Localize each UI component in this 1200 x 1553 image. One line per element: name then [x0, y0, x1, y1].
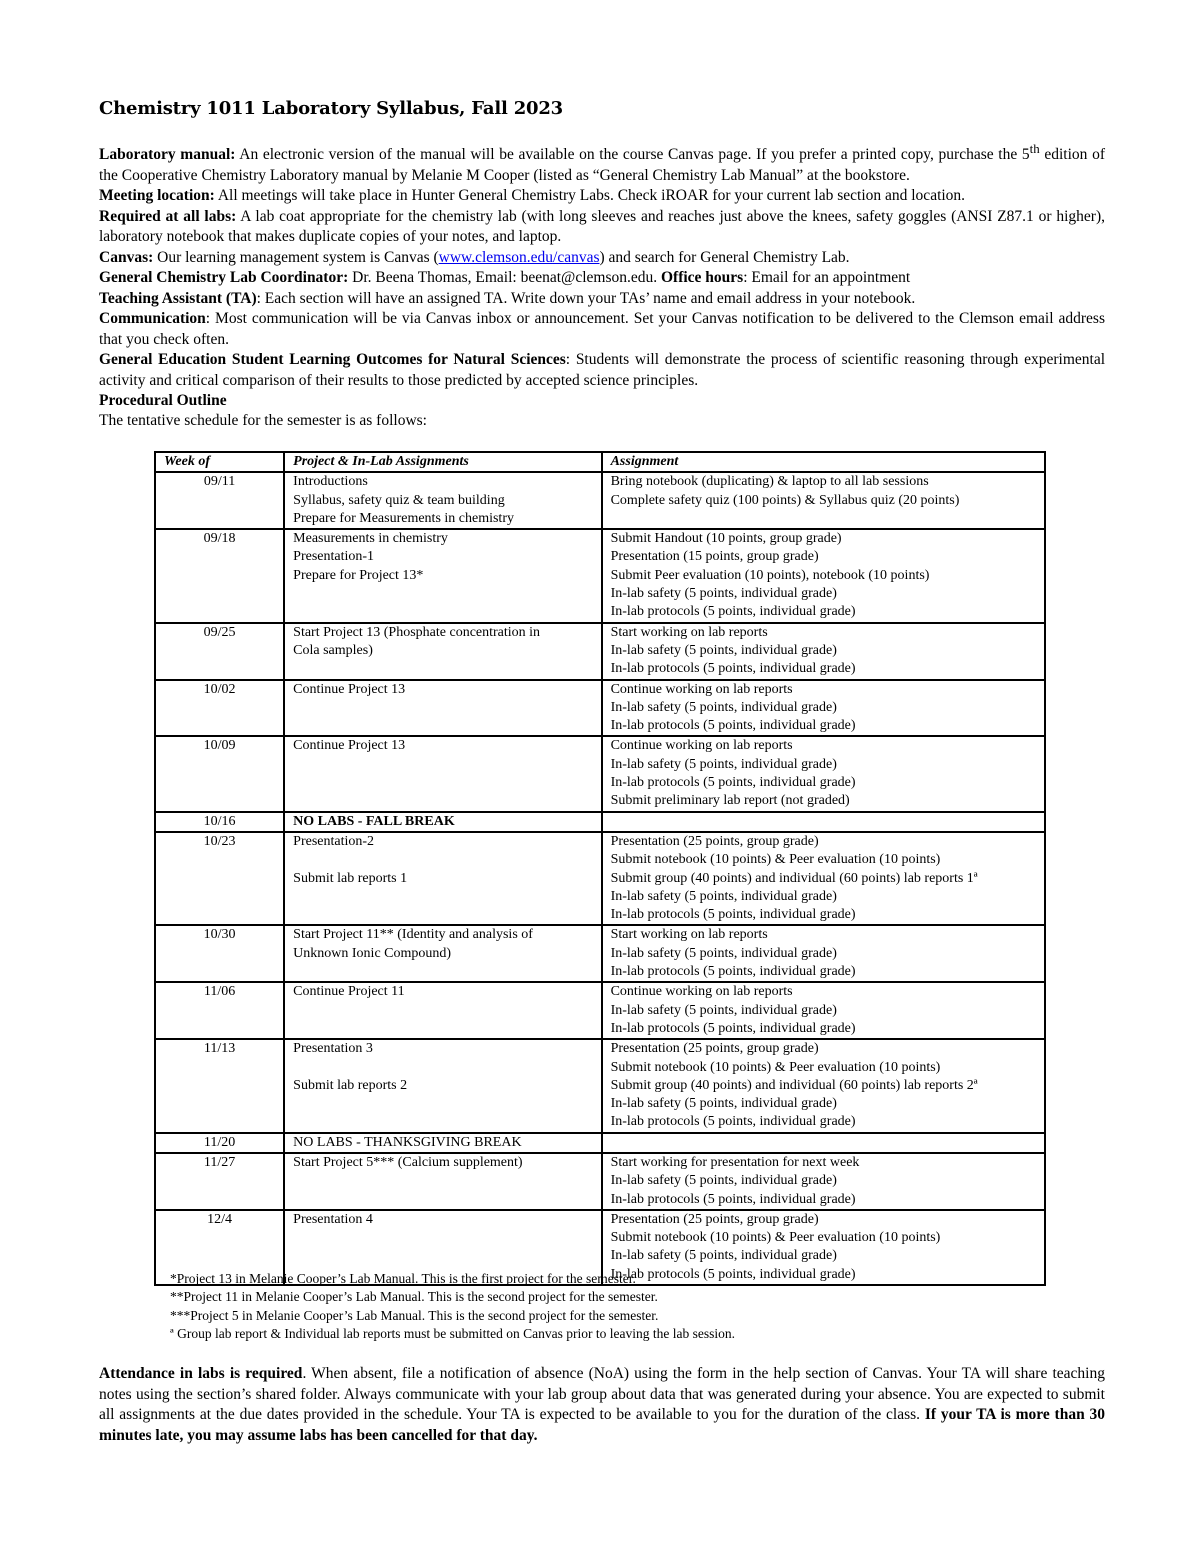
assignment-line: Submit group (40 points) and individual (60 points) lab reports 2ª — [610, 1077, 978, 1093]
project-line: Presentation 4 — [293, 1211, 373, 1227]
ta-label: Teaching Assistant (TA) — [99, 289, 257, 307]
project-line: Prepare for Measurements in chemistry — [293, 510, 514, 526]
canvas-link[interactable]: www.clemson.edu/canvas — [438, 248, 600, 266]
week-cell: 10/16 — [155, 812, 284, 832]
gened-label: General Education Student Learning Outcomes for Natural Sciences — [99, 351, 566, 369]
gened-paragraph — [99, 350, 1105, 391]
project-cell — [284, 812, 601, 832]
project-cell — [284, 623, 601, 680]
assignment-line: In-lab protocols (5 points, individual grade) — [610, 907, 856, 923]
ta-paragraph — [99, 289, 1105, 310]
assignment-line: In-lab safety (5 points, individual grade) — [610, 642, 837, 658]
project-line: Submit lab reports 2 — [293, 1077, 408, 1093]
syllabus-page — [99, 98, 1106, 1444]
week-cell: 11/13 — [155, 1039, 284, 1132]
week-cell: 10/02 — [155, 680, 284, 737]
canvas-text-cont: ) and search for General Chemistry Lab. — [599, 248, 850, 266]
table-row — [155, 982, 1045, 1039]
assignment-line: Start working on lab reports — [610, 927, 768, 943]
assignment-cell — [602, 1133, 1045, 1153]
assignment-cell — [602, 529, 1045, 622]
col-header-assignment: Assignment — [602, 452, 1045, 472]
attendance-emphasis: If your TA is more than 30 minutes late, you may assume labs has been cancelled for that day. — [99, 1406, 1105, 1444]
assignment-line: In-lab protocols (5 points, individual grade) — [610, 718, 856, 734]
office-hours-label: Office hours — [660, 269, 744, 287]
assignment-line: Presentation (25 points, group grade) — [610, 1211, 819, 1227]
week-cell: 11/27 — [155, 1153, 284, 1210]
project-cell — [284, 529, 601, 622]
meeting-paragraph — [99, 186, 1105, 207]
canvas-text: Our learning management system is Canvas ( — [153, 248, 439, 266]
week-cell: 09/25 — [155, 623, 284, 680]
assignment-line: In-lab safety (5 points, individual grade) — [610, 945, 837, 961]
assignment-line: Bring notebook (duplicating) & laptop to all lab sessions — [610, 474, 929, 490]
week-cell: 10/23 — [155, 832, 284, 925]
manual-paragraph — [99, 139, 1105, 186]
table-row — [155, 1039, 1045, 1132]
assignment-cell — [602, 925, 1045, 982]
assignment-line: In-lab protocols (5 points, individual grade) — [610, 661, 856, 677]
communication-text: : Most communication will be via Canvas inbox or announcement. Set your Canvas notification to be delivered to the Clemson email address that you check often. — [99, 310, 1105, 348]
week-cell: 09/18 — [155, 529, 284, 622]
assignment-line: In-lab safety (5 points, individual grade) — [610, 1173, 837, 1189]
table-row — [155, 812, 1045, 832]
project-cell — [284, 925, 601, 982]
week-cell: 11/20 — [155, 1133, 284, 1153]
communication-paragraph — [99, 309, 1105, 350]
assignment-line: Submit preliminary lab report (not graded) — [610, 793, 850, 809]
manual-text-cont: edition of the Cooperative Chemistry Laboratory manual by Melanie M Cooper (listed as “General Chemistry Lab Manual” at the bookstore. — [99, 146, 1106, 184]
assignment-cell — [602, 812, 1045, 832]
assignment-cell — [602, 1039, 1045, 1132]
week-cell: 12/4 — [155, 1210, 284, 1285]
assignment-line: Submit Handout (10 points, group grade) — [610, 531, 842, 547]
required-text: A lab coat appropriate for the chemistry lab (with long sleeves and reaches just above the knees, safety goggles (ANSI Z87.1 or higher), laboratory notebook that makes duplicate copies of your notes, and laptop. — [99, 207, 1105, 246]
manual-text: An electronic version of the manual will be available on the course Canvas page. If you prefer a printed copy, purchase the 5 — [235, 146, 1030, 164]
project-line: NO LABS - THANKSGIVING BREAK — [293, 1134, 522, 1150]
project-line — [293, 851, 600, 869]
assignment-line: Submit group (40 points) and individual (60 points) lab reports 1ª — [610, 870, 978, 886]
assignment-line: Presentation (15 points, group grade) — [610, 549, 819, 565]
project-line: Syllabus, safety quiz & team building — [293, 492, 505, 508]
assignment-line: Submit notebook (10 points) & Peer evaluation (10 points) — [610, 1230, 941, 1246]
office-hours-text: : Email for an appointment — [743, 269, 911, 287]
coordinator-label: General Chemistry Lab Coordinator: — [99, 269, 349, 287]
manual-sup: th — [1029, 141, 1040, 156]
gened-text: : Students will demonstrate the process of scientific reasoning through experimental activity and critical comparison of their results to those predicted by accepted science principles. — [99, 351, 1106, 389]
project-line: NO LABS - FALL BREAK — [293, 813, 455, 829]
project-line: Submit lab reports 1 — [293, 870, 408, 886]
table-row — [155, 832, 1045, 925]
outline-heading: Procedural Outline — [99, 392, 227, 410]
footnote: ***Project 5 in Melanie Cooper’s Lab Manual. This is the second project for the semester. — [170, 1307, 659, 1323]
assignment-line: In-lab protocols (5 points, individual grade) — [610, 1020, 856, 1036]
project-line: Prepare for Project 13* — [293, 567, 424, 583]
assignment-line: Complete safety quiz (100 points) & Syllabus quiz (20 points) — [610, 492, 960, 508]
assignment-line: Submit notebook (10 points) & Peer evaluation (10 points) — [610, 1059, 941, 1075]
table-row — [155, 472, 1045, 529]
table-row — [155, 1133, 1045, 1153]
required-label: Required at all labs: — [99, 207, 237, 225]
project-cell — [284, 1153, 601, 1210]
canvas-paragraph — [99, 248, 1105, 269]
assignment-line: In-lab safety (5 points, individual grade) — [610, 1248, 837, 1264]
project-line: Presentation 3 — [293, 1041, 373, 1057]
week-cell: 09/11 — [155, 472, 284, 529]
project-cell — [284, 680, 601, 737]
footnote: *Project 13 in Melanie Cooper’s Lab Manual. This is the first project for the semester. — [170, 1271, 636, 1286]
communication-label: Communication — [99, 310, 206, 328]
project-cell — [284, 1133, 601, 1153]
project-cell — [284, 1039, 601, 1132]
project-cell — [284, 472, 601, 529]
project-line: Presentation-1 — [293, 549, 375, 565]
project-line: Introductions — [293, 474, 368, 490]
assignment-line: Continue working on lab reports — [610, 984, 793, 1000]
table-row — [155, 736, 1045, 811]
assignment-line: In-lab safety (5 points, individual grade) — [610, 586, 837, 602]
assignment-line: In-lab protocols (5 points, individual grade) — [610, 1266, 856, 1282]
assignment-line: In-lab safety (5 points, individual grade) — [610, 888, 837, 904]
page-title: Chemistry 1011 Laboratory Syllabus, Fall 2023 — [99, 98, 563, 119]
assignment-line: In-lab protocols (5 points, individual grade) — [610, 1114, 856, 1130]
meeting-text: All meetings will take place in Hunter General Chemistry Labs. Check iROAR for your current lab section and location. — [214, 187, 966, 205]
assignment-line: In-lab safety (5 points, individual grade) — [610, 1096, 837, 1112]
assignment-line: Submit Peer evaluation (10 points), notebook (10 points) — [610, 567, 930, 583]
table-row — [155, 1153, 1045, 1210]
project-line: Continue Project 13 — [293, 738, 406, 754]
schedule-table — [154, 451, 1046, 1286]
project-line: Start Project 11** (Identity and analysis of — [293, 927, 533, 943]
assignment-line: In-lab protocols (5 points, individual grade) — [610, 604, 856, 620]
project-cell — [284, 982, 601, 1039]
project-line: Measurements in chemistry — [293, 531, 448, 547]
assignment-line: Presentation (25 points, group grade) — [610, 1041, 819, 1057]
schedule-body — [155, 472, 1045, 1285]
attendance-label: Attendance in labs is required — [99, 1365, 303, 1382]
assignment-cell — [602, 472, 1045, 529]
table-header-row — [155, 452, 1045, 472]
assignment-cell — [602, 1153, 1045, 1210]
assignment-line: Continue working on lab reports — [610, 738, 793, 754]
assignment-cell — [602, 982, 1045, 1039]
assignment-cell — [602, 623, 1045, 680]
week-cell: 10/30 — [155, 925, 284, 982]
meeting-label: Meeting location: — [99, 187, 215, 205]
manual-label: Laboratory manual: — [99, 146, 236, 164]
coordinator-paragraph — [99, 268, 1105, 289]
assignment-line: In-lab safety (5 points, individual grade) — [610, 756, 837, 772]
assignment-cell — [602, 680, 1045, 737]
table-row — [155, 680, 1045, 737]
assignment-line: Submit notebook (10 points) & Peer evaluation (10 points) — [610, 852, 941, 868]
coordinator-text: Dr. Beena Thomas, Email: beenat@clemson.edu. — [348, 269, 661, 287]
project-line: Cola samples) — [293, 642, 373, 658]
assignment-line: Continue working on lab reports — [610, 681, 793, 697]
assignment-line: In-lab protocols (5 points, individual grade) — [610, 1191, 856, 1207]
assignment-line: Start working on lab reports — [610, 624, 768, 640]
assignment-line: In-lab protocols (5 points, individual grade) — [610, 964, 856, 980]
project-line: Start Project 13 (Phosphate concentration in — [293, 624, 541, 640]
attendance-text: . When absent, file a notification of absence (NoA) using the form in the help section of Canvas. Your TA will share teaching notes using the section’s shared folder. Always communicate with your lab group about data that was generated during your absence. You are expected to submit all assignments at the due dates provided in the schedule. Your TA is expected to be available to you for the duration of the class. — [99, 1365, 1105, 1423]
footnotes — [170, 1270, 735, 1343]
project-cell — [284, 736, 601, 811]
project-line: Presentation-2 — [293, 833, 375, 849]
project-cell — [284, 832, 601, 925]
outline-intro: The tentative schedule for the semester is as follows: — [99, 412, 427, 430]
project-line: Continue Project 11 — [293, 984, 405, 1000]
attendance-paragraph — [99, 1364, 1105, 1446]
assignment-line: In-lab protocols (5 points, individual grade) — [610, 775, 856, 791]
assignment-cell — [602, 832, 1045, 925]
project-line: Start Project 5*** (Calcium supplement) — [293, 1154, 523, 1170]
project-line: Unknown Ionic Compound) — [293, 945, 452, 961]
week-cell: 11/06 — [155, 982, 284, 1039]
table-row — [155, 623, 1045, 680]
project-line — [293, 1059, 600, 1077]
table-row — [155, 529, 1045, 622]
ta-text: : Each section will have an assigned TA. Write down your TAs’ name and email address in your notebook. — [256, 289, 916, 307]
assignment-cell — [602, 736, 1045, 811]
required-paragraph — [99, 207, 1105, 248]
assignment-line: Start working for presentation for next week — [610, 1154, 860, 1170]
footnote: ª Group lab report & Individual lab reports must be submitted on Canvas prior to leaving the lab session. — [170, 1325, 735, 1341]
assignment-line: In-lab safety (5 points, individual grade) — [610, 699, 837, 715]
col-header-project: Project & In-Lab Assignments — [284, 452, 601, 472]
table-row — [155, 925, 1045, 982]
footnote: **Project 11 in Melanie Cooper’s Lab Manual. This is the second project for the semester. — [170, 1289, 658, 1305]
canvas-label: Canvas: — [99, 248, 154, 266]
assignment-line: In-lab safety (5 points, individual grade) — [610, 1002, 837, 1018]
assignment-line: Presentation (25 points, group grade) — [610, 833, 819, 849]
week-cell: 10/09 — [155, 736, 284, 811]
col-header-week: Week of — [155, 452, 284, 472]
project-line: Continue Project 13 — [293, 681, 406, 697]
